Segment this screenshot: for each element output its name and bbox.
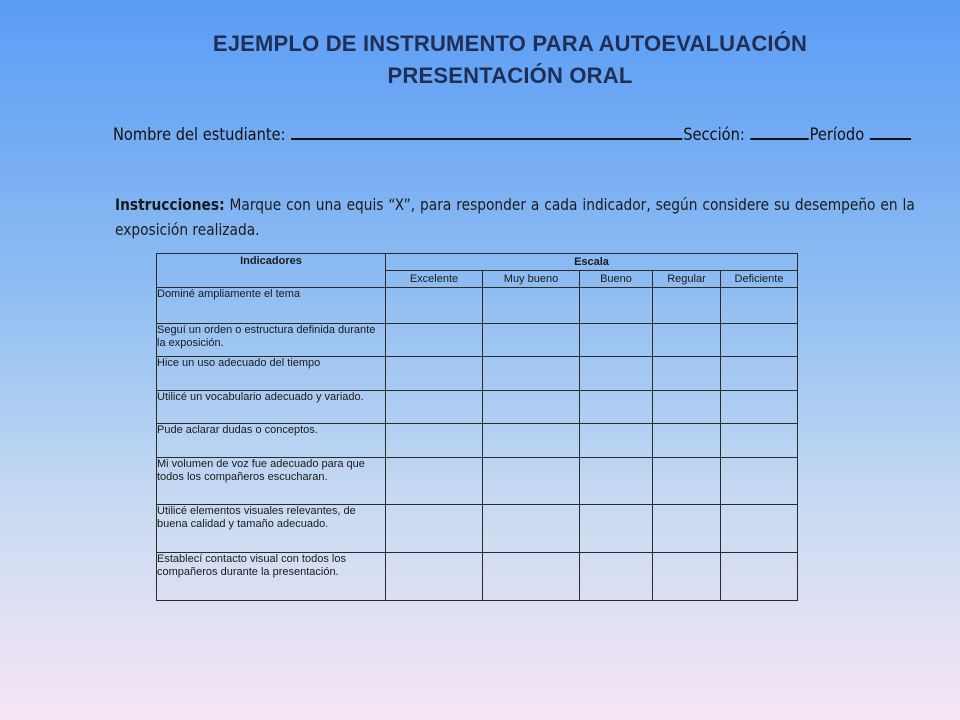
- rating-cell[interactable]: [483, 357, 580, 391]
- indicator-cell: Pude aclarar dudas o conceptos.: [157, 424, 386, 458]
- table-row: [157, 391, 798, 424]
- student-name-label: Nombre del estudiante:: [113, 125, 286, 145]
- table-row: [157, 505, 798, 553]
- scale-option-bueno: Bueno: [580, 271, 653, 288]
- rating-cell[interactable]: [653, 288, 721, 324]
- indicator-cell: Hice un uso adecuado del tiempo: [157, 357, 386, 391]
- rating-cell[interactable]: [653, 324, 721, 357]
- rating-cell[interactable]: [721, 458, 798, 505]
- student-name-blank[interactable]: [291, 124, 682, 140]
- instructions-label: Instrucciones:: [115, 195, 225, 214]
- rating-cell[interactable]: [580, 458, 653, 505]
- rating-cell[interactable]: [653, 391, 721, 424]
- section-blank[interactable]: [750, 124, 808, 140]
- rating-cell[interactable]: [483, 505, 580, 553]
- indicator-cell: Mi volumen de voz fue adecuado para que todos los compañeros escucharan.: [157, 458, 386, 505]
- rating-cell[interactable]: [483, 458, 580, 505]
- rating-cell[interactable]: [721, 324, 798, 357]
- rating-cell[interactable]: [483, 288, 580, 324]
- indicator-cell: Utilicé elementos visuales relevantes, de buena calidad y tamaño adecuado.: [157, 505, 386, 553]
- scale-option-muy-bueno: Muy bueno: [483, 271, 580, 288]
- indicator-cell: Establecí contacto visual con todos los compañeros durante la presentación.: [157, 553, 386, 601]
- rating-cell[interactable]: [386, 391, 483, 424]
- rating-cell[interactable]: [580, 505, 653, 553]
- rating-cell[interactable]: [386, 424, 483, 458]
- period-blank[interactable]: [870, 124, 911, 140]
- scale-header: Escala: [386, 254, 798, 271]
- instructions-text: Marque con una equis “X”, para responder a cada indicador, según considere su desempeño en la exposición realizada.: [115, 195, 915, 239]
- document-title-line2: PRESENTACIÓN ORAL: [387, 63, 633, 88]
- instructions-paragraph: [115, 192, 915, 242]
- rating-cell[interactable]: [386, 553, 483, 601]
- rating-cell[interactable]: [721, 357, 798, 391]
- rating-cell[interactable]: [721, 391, 798, 424]
- indicator-cell: Dominé ampliamente el tema: [157, 288, 386, 324]
- student-info-line: [113, 124, 865, 145]
- table-row: [157, 458, 798, 505]
- rating-cell[interactable]: [580, 357, 653, 391]
- rating-cell[interactable]: [483, 553, 580, 601]
- rating-cell[interactable]: [483, 324, 580, 357]
- table-row: [157, 424, 798, 458]
- rating-cell[interactable]: [653, 424, 721, 458]
- rating-cell[interactable]: [483, 391, 580, 424]
- rating-cell[interactable]: [653, 553, 721, 601]
- period-label: Período: [809, 125, 865, 145]
- rating-cell[interactable]: [721, 553, 798, 601]
- rating-cell[interactable]: [386, 458, 483, 505]
- section-label: Sección:: [683, 125, 745, 145]
- rating-cell[interactable]: [580, 553, 653, 601]
- self-evaluation-table: [156, 253, 798, 601]
- indicators-header: Indicadores: [157, 254, 386, 288]
- rating-cell[interactable]: [653, 505, 721, 553]
- scale-option-deficiente: Deficiente: [721, 271, 798, 288]
- rating-cell[interactable]: [653, 458, 721, 505]
- rating-cell[interactable]: [580, 324, 653, 357]
- rating-cell[interactable]: [386, 288, 483, 324]
- rating-cell[interactable]: [483, 424, 580, 458]
- table-row: [157, 357, 798, 391]
- rating-cell[interactable]: [721, 505, 798, 553]
- rating-cell[interactable]: [580, 391, 653, 424]
- table-row: [157, 324, 798, 357]
- rating-cell[interactable]: [386, 324, 483, 357]
- rating-cell[interactable]: [721, 288, 798, 324]
- indicator-cell: Seguí un orden o estructura definida durante la exposición.: [157, 324, 386, 357]
- rating-cell[interactable]: [386, 357, 483, 391]
- rating-cell[interactable]: [580, 424, 653, 458]
- document-title-line1: EJEMPLO DE INSTRUMENTO PARA AUTOEVALUACIÓN: [212, 31, 808, 56]
- table-row: [157, 288, 798, 324]
- table-row: [157, 553, 798, 601]
- rating-cell[interactable]: [580, 288, 653, 324]
- indicator-cell: Utilicé un vocabulario adecuado y variado.: [157, 391, 386, 424]
- rating-cell[interactable]: [386, 505, 483, 553]
- rating-cell[interactable]: [653, 357, 721, 391]
- rating-cell[interactable]: [721, 424, 798, 458]
- scale-option-excelente: Excelente: [386, 271, 483, 288]
- scale-option-regular: Regular: [653, 271, 721, 288]
